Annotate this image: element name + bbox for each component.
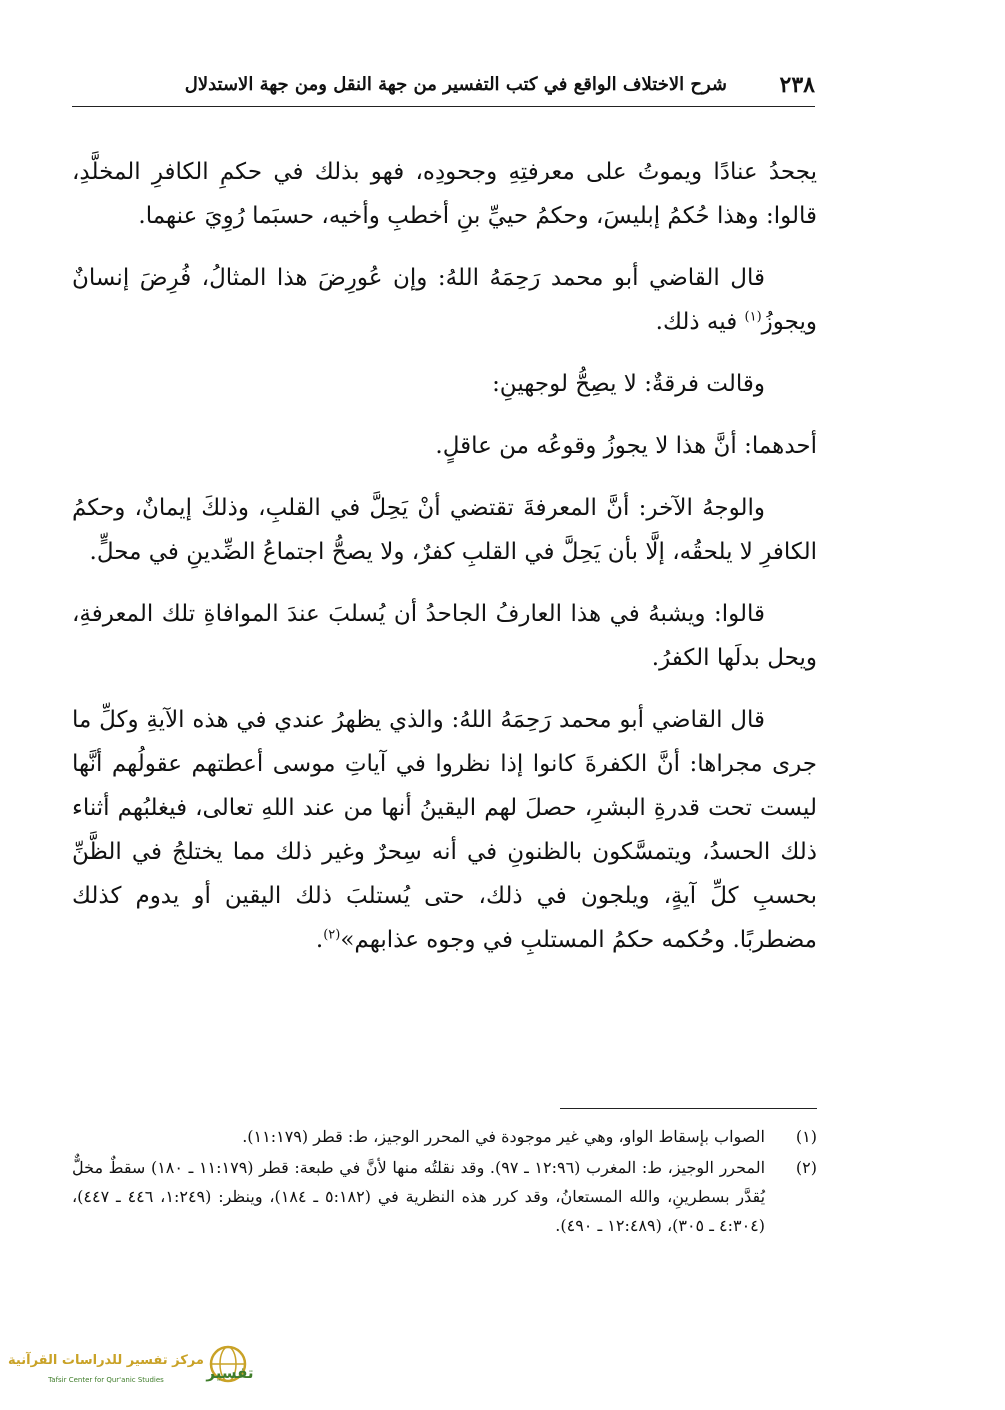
tafsir-center-logo: [8, 1338, 254, 1398]
footnote-ref-1[interactable]: (١): [744, 309, 762, 325]
paragraph-7: [72, 698, 817, 962]
paragraph-5: والوجهُ الآخر: أنَّ المعرفةَ تقتضي أنْ يَحِلَّ في القلبِ، وذلكَ إيمانٌ، وحكمُ الكافرِ لا يلحقُه، إلَّا بأن يَحِلَّ في القلبِ كفرٌ، ولا يصحُّ اجتماعُ الضِّدينِ في محلٍّ.: [72, 495, 817, 565]
footnote-marker: (٢): [795, 1158, 817, 1177]
footnote-text: الصواب بإسقاط الواو، وهي غير موجودة في المحرر الوجيز، ط: قطر (١١:١٧٩).: [242, 1127, 765, 1146]
footnote-text: المحرر الوجيز، ط: المغرب (١٢:٩٦ ـ ٩٧). وقد نقلتُه منها لأنَّ في طبعة: قطر (١١:١٧٩ ـ ١٨٠) سقطٌ مخلٌّ يُقدَّر بسطرينِ، والله المستعانُ، وقد كرر هذه النظرية في (٥:١٨٢ ـ ١٨٤)، وينظر: (١:٢٤٩، ٤٤٦ ـ ٤٤٧)، (٤:٣٠٤ ـ ٣٠٥)، (١٢:٤٨٩ ـ ٤٩٠).: [72, 1158, 766, 1235]
footnote-2: [72, 1153, 817, 1240]
paragraph-7-text: قال القاضي أبو محمد رَحِمَهُ اللهُ: والذي يظهرُ عندي في هذه الآيةِ وكلِّ ما جرى مجراها: أنَّ الكفرةَ كانوا إذا نظروا في آياتِ موسى أعطتهم عقولُهم أنَّها ليست تحت قدرةِ البشرِ، حصلَ لهم اليقينُ أنها من عند اللهِ تعالى، فيغلبُهم أثناء ذلك الحسدُ، ويتمسَّكون بالظنونِ في أنه سِحرٌ وغير ذلك مما يختلجُ في الظَّنِّ بحسبِ كلِّ آيةٍ، ويلجون في ذلك، حتى يُستلبَ ذلك اليقين أو يدوم كذلك مضطربًا. وحُكمه حكمُ المستلبِ في وجوه عذابهم»: [72, 707, 817, 953]
footnote-1: [72, 1122, 817, 1151]
paragraph-4: أحدهما: أنَّ هذا لا يجوزُ وقوعُه من عاقلٍ.: [435, 433, 817, 459]
paragraph-2-text: قال القاضي أبو محمد رَحِمَهُ اللهُ: وإن عُورِضَ هذا المثالُ، فُرِضَ إنسانٌ ويجوزُ: [72, 265, 817, 335]
footnote-separator: [560, 1108, 817, 1109]
logo-latin-name: Tafsir Center for Qur'anic Studies: [48, 1376, 164, 1384]
page-header: [72, 66, 815, 107]
paragraph-2: [72, 256, 817, 344]
paragraph-6: قالوا: ويشبهُ في هذا العارفُ الجاحدُ أن يُسلبَ عندَ الموافاةِ تلك المعرفةِ، ويحل بدلَها الكفرُ.: [72, 601, 817, 671]
paragraph-2-tail: فيه ذلك.: [655, 309, 745, 335]
paragraph-7-end: .: [315, 927, 324, 953]
footnote-marker: (١): [795, 1127, 817, 1146]
paragraph-3: وقالت فرقةٌ: لا يصِحُّ لوجهينِ:: [492, 371, 765, 397]
footnotes: [72, 1122, 817, 1242]
logo-name: مركز تفسير للدراسات القرآنية: [8, 1353, 204, 1368]
paragraph-1: يجحدُ عنادًا ويموتُ على معرفتِهِ وجحودِه، فهو بذلك في حكمِ الكافرِ المخلَّدِ، قالوا: وهذا حُكمُ إبليسَ، وحكمُ حييِّ بنِ أخطبِ وأخيه، حسبَما رُوِيَ عنهما.: [72, 159, 817, 229]
main-text: [72, 150, 817, 980]
running-title: شرح الاختلاف الواقع في كتب التفسير من جهة النقل ومن جهة الاستدلال: [184, 74, 727, 95]
page-number: ٢٣٨: [779, 72, 815, 98]
logo-mark-text: تفسير: [206, 1364, 254, 1382]
footnote-ref-2[interactable]: (٢): [323, 927, 341, 943]
